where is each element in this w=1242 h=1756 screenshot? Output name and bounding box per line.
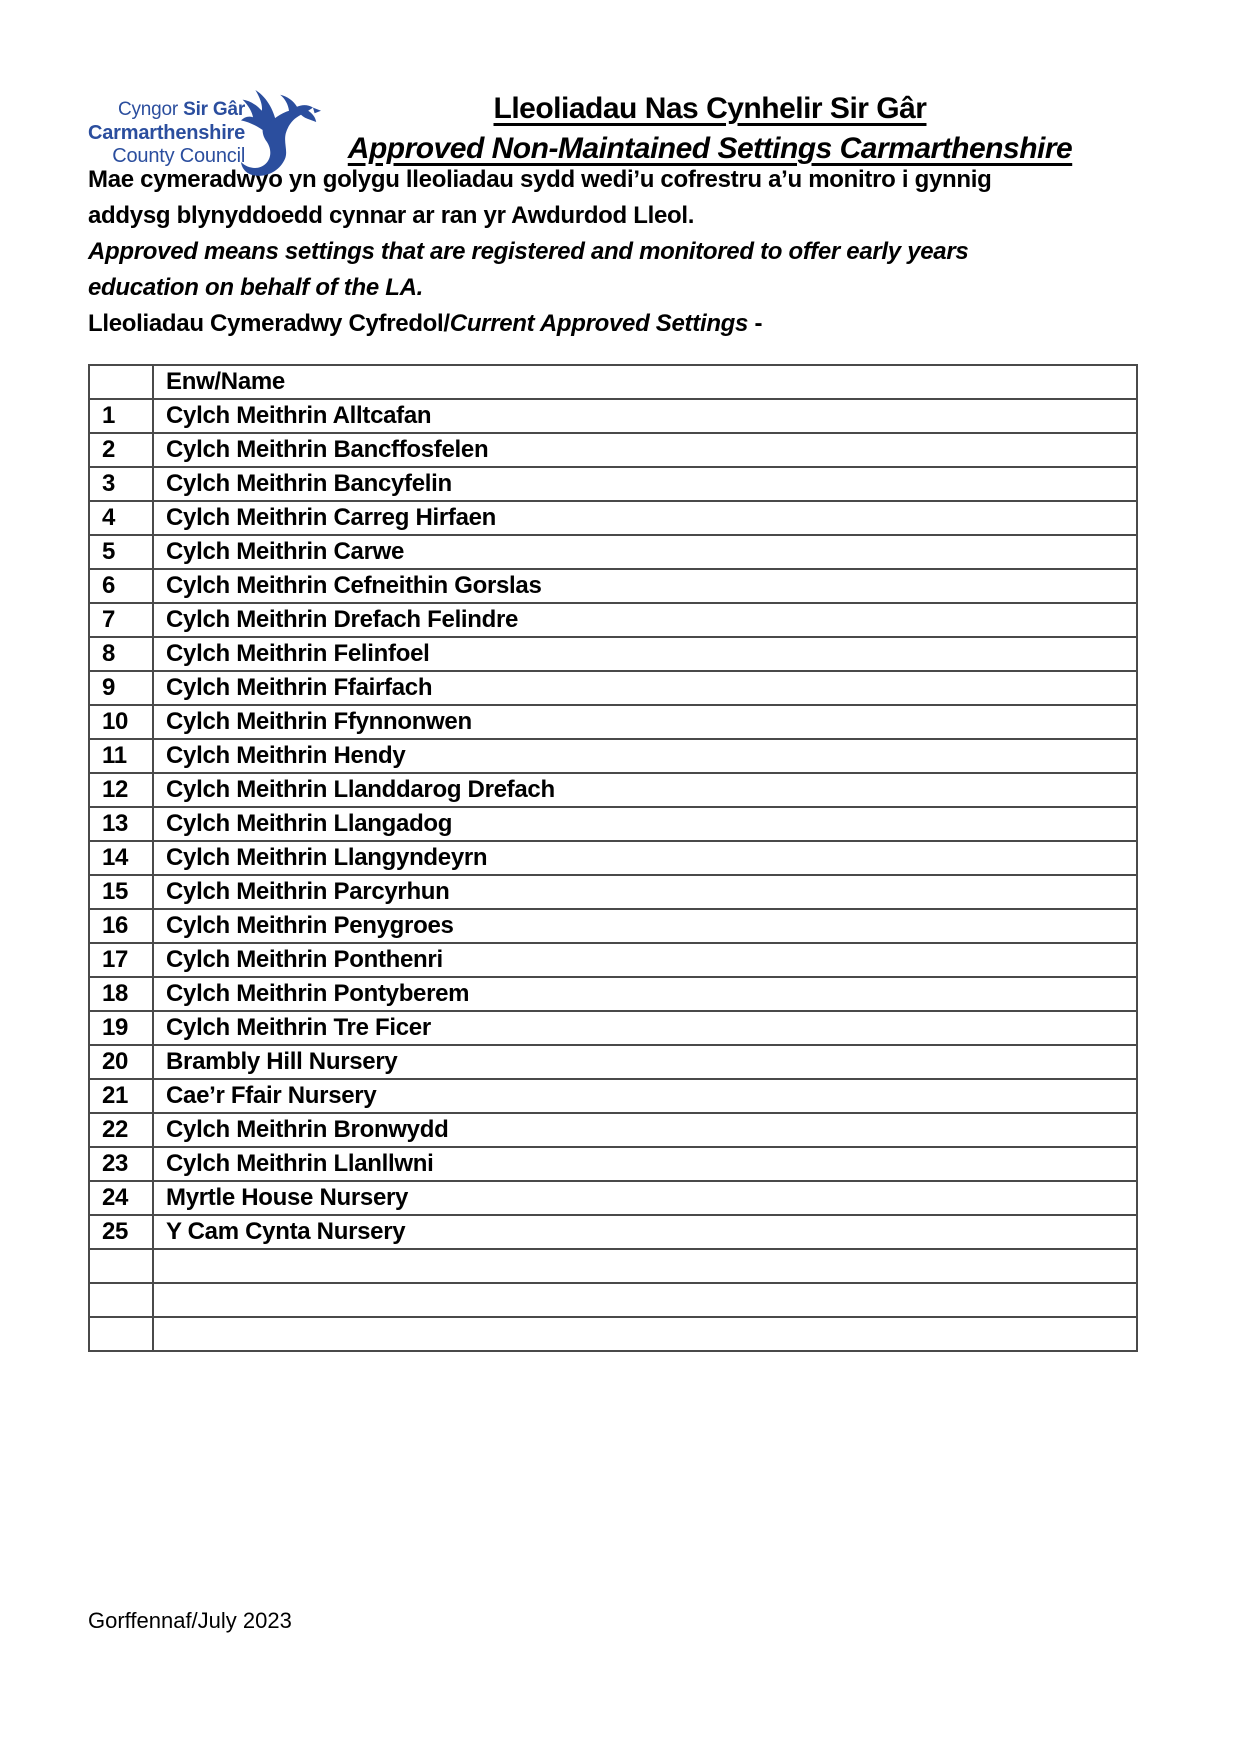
table-row xyxy=(89,433,1137,467)
row-number: 13 xyxy=(89,807,153,841)
table-row xyxy=(89,1283,1137,1317)
table-row xyxy=(89,1079,1137,1113)
setting-name: Cylch Meithrin Llangadog xyxy=(153,807,1137,841)
setting-name: Cylch Meithrin Cefneithin Gorslas xyxy=(153,569,1137,603)
row-number: 1 xyxy=(89,399,153,433)
current-settings-label-suffix: - xyxy=(748,310,763,337)
row-number: 11 xyxy=(89,739,153,773)
table-row xyxy=(89,637,1137,671)
setting-name: Cylch Meithrin Tre Ficer xyxy=(153,1011,1137,1045)
table-row xyxy=(89,875,1137,909)
setting-name: Cylch Meithrin Felinfoel xyxy=(153,637,1137,671)
setting-name xyxy=(153,1283,1137,1317)
setting-name: Cylch Meithrin Carreg Hirfaen xyxy=(153,501,1137,535)
table-row xyxy=(89,807,1137,841)
row-number: 9 xyxy=(89,671,153,705)
setting-name: Cylch Meithrin Carwe xyxy=(153,535,1137,569)
setting-name: Cylch Meithrin Llanllwni xyxy=(153,1147,1137,1181)
table-row xyxy=(89,705,1137,739)
title-block xyxy=(320,92,1100,166)
settings-table-head xyxy=(89,365,1137,399)
setting-name: Cylch Meithrin Penygroes xyxy=(153,909,1137,943)
setting-name: Myrtle House Nursery xyxy=(153,1181,1137,1215)
setting-name xyxy=(153,1317,1137,1351)
row-number: 10 xyxy=(89,705,153,739)
row-number xyxy=(89,1249,153,1283)
row-number: 20 xyxy=(89,1045,153,1079)
row-number: 25 xyxy=(89,1215,153,1249)
table-row xyxy=(89,1113,1137,1147)
table-row xyxy=(89,1181,1137,1215)
table-row xyxy=(89,535,1137,569)
table-row xyxy=(89,603,1137,637)
logo-carmarthenshire: Carmarthenshire xyxy=(88,121,246,144)
setting-name: Cylch Meithrin Bronwydd xyxy=(153,1113,1137,1147)
setting-name: Cylch Meithrin Ponthenri xyxy=(153,943,1137,977)
row-number: 5 xyxy=(89,535,153,569)
setting-name: Cylch Meithrin Alltcafan xyxy=(153,399,1137,433)
row-number: 7 xyxy=(89,603,153,637)
table-row xyxy=(89,977,1137,1011)
row-number: 14 xyxy=(89,841,153,875)
table-row xyxy=(89,671,1137,705)
table-row xyxy=(89,1249,1137,1283)
table-row xyxy=(89,909,1137,943)
table-row xyxy=(89,569,1137,603)
dragon-icon xyxy=(237,82,325,186)
row-number: 4 xyxy=(89,501,153,535)
table-row xyxy=(89,773,1137,807)
row-number: 21 xyxy=(89,1079,153,1113)
document-header xyxy=(0,0,1242,168)
council-logo-text xyxy=(88,99,245,169)
row-number: 18 xyxy=(89,977,153,1011)
table-header-row xyxy=(89,365,1137,399)
setting-name: Cylch Meithrin Hendy xyxy=(153,739,1137,773)
table-row xyxy=(89,501,1137,535)
current-settings-label-english: Current Approved Settings xyxy=(449,310,749,337)
setting-name xyxy=(153,1249,1137,1283)
row-number xyxy=(89,1317,153,1351)
name-column-header: Enw/Name xyxy=(153,365,1137,399)
setting-name: Cylch Meithrin Bancffosfelen xyxy=(153,433,1137,467)
row-number: 8 xyxy=(89,637,153,671)
row-number: 16 xyxy=(89,909,153,943)
current-settings-label xyxy=(88,306,1128,342)
number-column-header xyxy=(89,365,153,399)
document-body xyxy=(88,162,1142,1352)
setting-name: Cylch Meithrin Ffynnonwen xyxy=(153,705,1137,739)
current-settings-label-welsh: Lleoliadau Cymeradwy Cyfredol/ xyxy=(88,310,450,337)
logo-cyngor-sir-gar: Cyngor Sir Gâr xyxy=(117,99,246,121)
table-row xyxy=(89,1317,1137,1351)
table-row xyxy=(89,1147,1137,1181)
setting-name: Cylch Meithrin Llangyndeyrn xyxy=(153,841,1137,875)
setting-name: Cylch Meithrin Ffairfach xyxy=(153,671,1137,705)
setting-name: Cae’r Ffair Nursery xyxy=(153,1079,1137,1113)
setting-name: Y Cam Cynta Nursery xyxy=(153,1215,1137,1249)
row-number: 6 xyxy=(89,569,153,603)
row-number: 23 xyxy=(89,1147,153,1181)
row-number: 24 xyxy=(89,1181,153,1215)
table-row xyxy=(89,841,1137,875)
setting-name: Cylch Meithrin Llanddarog Drefach xyxy=(153,773,1137,807)
row-number xyxy=(89,1283,153,1317)
row-number: 17 xyxy=(89,943,153,977)
logo-county-council: County Council xyxy=(112,145,246,168)
council-logo xyxy=(88,82,325,186)
document-date: Gorffennaf/July 2023 xyxy=(88,1608,292,1633)
table-row xyxy=(89,1011,1137,1045)
settings-table-body xyxy=(89,399,1137,1351)
setting-name: Brambly Hill Nursery xyxy=(153,1045,1137,1079)
page-title-welsh: Lleoliadau Nas Cynhelir Sir Gâr xyxy=(493,92,927,125)
table-row xyxy=(89,467,1137,501)
setting-name: Cylch Meithrin Pontyberem xyxy=(153,977,1137,1011)
table-row xyxy=(89,399,1137,433)
table-row xyxy=(89,1215,1137,1249)
page-title-english: Approved Non-Maintained Settings Carmarthenshire xyxy=(347,132,1073,165)
row-number: 15 xyxy=(89,875,153,909)
row-number: 12 xyxy=(89,773,153,807)
table-row xyxy=(89,1045,1137,1079)
setting-name: Cylch Meithrin Drefach Felindre xyxy=(153,603,1137,637)
table-row xyxy=(89,739,1137,773)
row-number: 19 xyxy=(89,1011,153,1045)
document-footer xyxy=(88,1608,292,1634)
intro-paragraph-english: Approved means settings that are registered and monitored to offer early years education on behalf of the LA. xyxy=(88,238,969,301)
settings-table xyxy=(88,364,1138,1352)
intro-paragraph-welsh: Mae cymeradwyo yn golygu lleoliadau sydd wedi’u cofrestru a’u monitro i gynnig addysg blynyddoedd cynnar ar ran yr Awdurdod Lleol. xyxy=(88,166,992,229)
setting-name: Cylch Meithrin Parcyrhun xyxy=(153,875,1137,909)
row-number: 3 xyxy=(89,467,153,501)
row-number: 2 xyxy=(89,433,153,467)
row-number: 22 xyxy=(89,1113,153,1147)
table-row xyxy=(89,943,1137,977)
setting-name: Cylch Meithrin Bancyfelin xyxy=(153,467,1137,501)
